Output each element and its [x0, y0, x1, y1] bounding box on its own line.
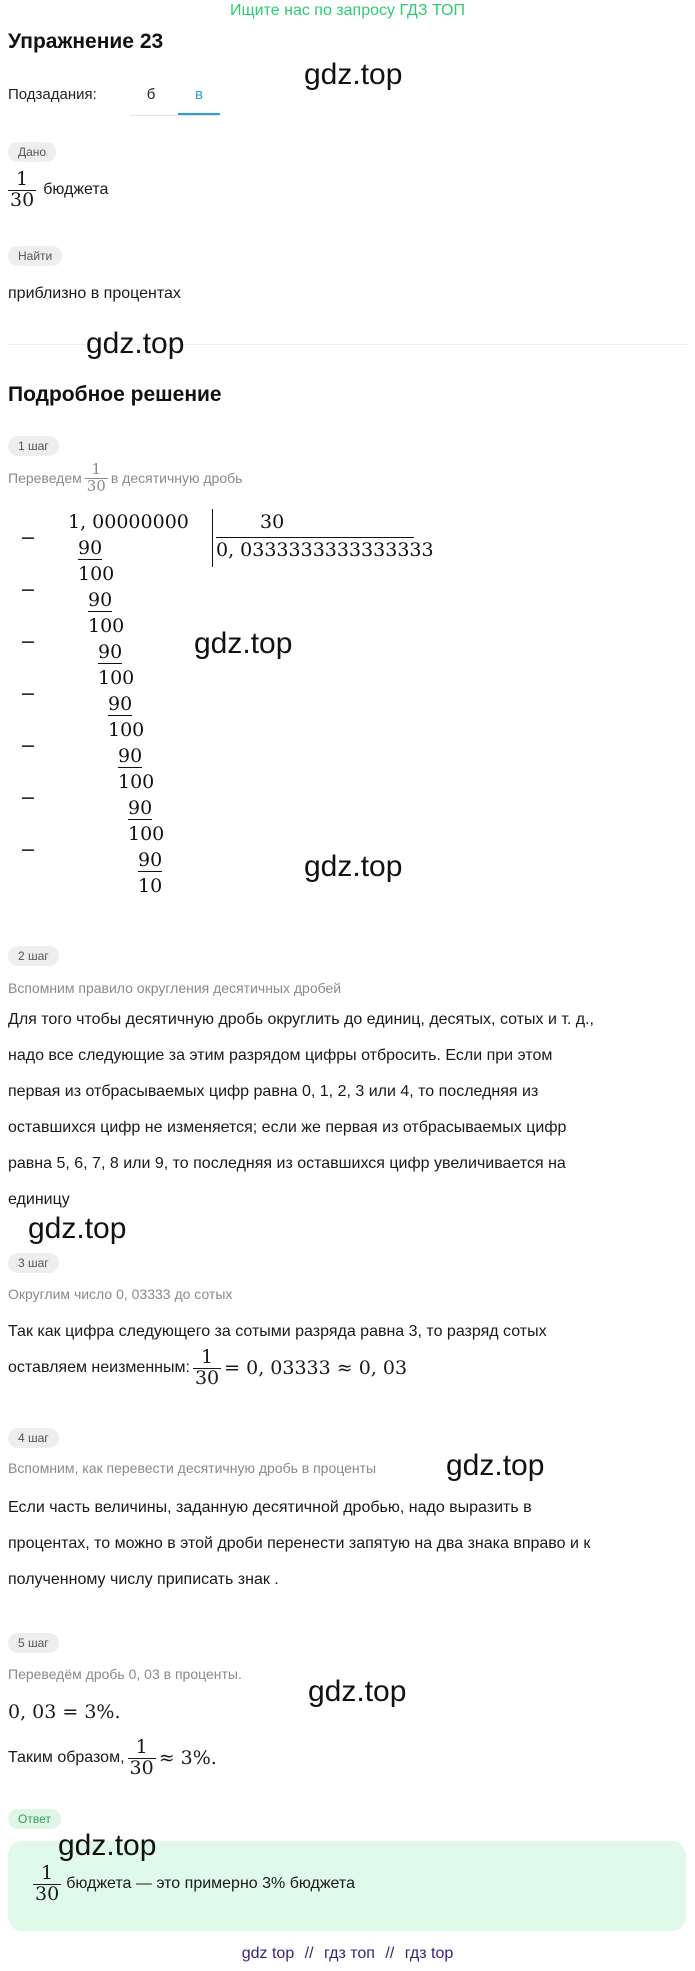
top-banner: Ищите нас по запросу ГДЗ ТОП: [230, 2, 465, 19]
footer-link[interactable]: гдз топ: [324, 1945, 375, 1962]
given-fraction: $\frac{1}{30}$: [10, 168, 35, 211]
step2-caption: Вспомним правило округления десятичных дробей: [8, 980, 342, 996]
minus-sign: −: [20, 579, 36, 601]
step1-caption: Переведем $\frac{1}{30}$ в десятичную дробь: [8, 460, 243, 495]
solution-title: Подробное решение: [8, 383, 222, 406]
watermark: gdz.top: [304, 58, 403, 91]
find-badge: Найти: [8, 246, 62, 266]
rule-line: Для того чтобы десятичную дробь округлить до единиц, десятых, сотых и т. д.,: [8, 1011, 594, 1028]
subtrahend: 90: [128, 797, 153, 819]
step2-rule: [8, 1002, 594, 1218]
answer-text: бюджета — это примерно 3% бюджета: [66, 1875, 355, 1893]
remainder: 100: [118, 771, 155, 793]
remainder: 100: [98, 667, 135, 689]
long-division: [0, 505, 695, 905]
step5-equation: 0, 03 = 3%.: [8, 1701, 121, 1723]
given-line: [8, 170, 108, 211]
tabs-divider: [130, 115, 220, 116]
watermark: gdz.top: [194, 627, 293, 660]
footer-link[interactable]: гдз top: [404, 1945, 454, 1962]
step3-expression: = 0, 03333 ≈ 0, 03: [224, 1357, 408, 1380]
minus-sign: −: [20, 735, 36, 757]
step3-line1: Так как цифра следующего за сотыми разряда равна 3, то разряд сотых: [8, 1323, 547, 1340]
answer-fraction: $\frac{1}{30}$: [35, 1862, 60, 1905]
division-bar: [212, 509, 213, 567]
subtrahend: 90: [78, 537, 103, 559]
watermark: gdz.top: [28, 1212, 127, 1245]
step3-fraction: $\frac{1}{30}$: [194, 1346, 220, 1389]
subtrahend: 90: [118, 745, 143, 767]
subtrahend: 90: [88, 589, 113, 611]
watermark: gdz.top: [446, 1449, 545, 1482]
dividend: 1, 00000000: [68, 511, 189, 533]
active-tab-indicator: [178, 113, 220, 115]
answer-line: [30, 1864, 355, 1905]
minus-sign: −: [20, 631, 36, 653]
divisor: 30: [260, 511, 285, 533]
step3-badge: 3 шаг: [8, 1253, 59, 1273]
subtrahend: 90: [138, 849, 163, 871]
tab-subtask-v[interactable]: в: [195, 86, 203, 103]
minus-sign: −: [20, 787, 36, 809]
remainder: 100: [128, 823, 165, 845]
step4-caption: Вспомним, как перевести десятичную дробь в проценты: [8, 1460, 377, 1476]
rule-line: первая из отбрасываемых цифр равна 0, 1, 2, 3 или 4, то последняя из: [8, 1083, 539, 1100]
rule-line: оставшихся цифр не изменяется; если же первая из отбрасываемых цифр: [8, 1119, 567, 1136]
rule-line: равна 5, 6, 7, 8 или 9, то последняя из оставшихся цифр увеличивается на: [8, 1155, 566, 1172]
step4-rule: [8, 1490, 590, 1598]
step5-fraction: $\frac{1}{30}$: [129, 1736, 154, 1779]
remainder: 100: [88, 615, 125, 637]
tab-subtask-b[interactable]: б: [146, 86, 156, 103]
subtrahend: 90: [108, 693, 133, 715]
rule-line: надо все следующие за этим разрядом цифры отбросить. Если при этом: [8, 1047, 553, 1064]
minus-sign: −: [20, 527, 36, 549]
step3-line2: оставляем неизменным: $\frac{1}{30}$ = 0, 03333 ≈ 0, 03: [8, 1346, 408, 1389]
rule-line: Если часть величины, заданную десятичной дробью, надо выразить в: [8, 1499, 532, 1516]
minus-sign: −: [20, 839, 36, 861]
step2-badge: 2 шаг: [8, 946, 59, 966]
step5-conclusion: Таким образом, $\frac{1}{30}$ ≈ 3%.: [8, 1736, 217, 1779]
step5-conclusion-expression: ≈ 3%.: [158, 1747, 217, 1770]
rule-line: единицу: [8, 1191, 70, 1208]
watermark: gdz.top: [308, 1675, 407, 1708]
remainder: 100: [78, 563, 115, 585]
subtasks-label: Подзадания:: [8, 86, 97, 103]
footer-separator: //: [385, 1945, 395, 1962]
minus-sign: −: [20, 683, 36, 705]
step3-caption: Округлим число 0, 03333 до сотых: [8, 1286, 233, 1302]
step5-caption: Переведём дробь 0, 03 в проценты.: [8, 1666, 242, 1682]
answer-badge: Ответ: [8, 1809, 61, 1829]
given-text: бюджета: [43, 181, 109, 199]
remainder: 10: [138, 875, 163, 897]
footer-link[interactable]: gdz top: [241, 1945, 295, 1962]
given-badge: Дано: [8, 142, 56, 162]
footer-links: [0, 1945, 695, 1963]
watermark: gdz.top: [58, 1829, 157, 1862]
find-text: приблизно в процентах: [8, 285, 181, 302]
step4-badge: 4 шаг: [8, 1428, 59, 1448]
footer-separator: //: [304, 1945, 314, 1962]
rule-line: процентах, то можно в этой дроби перенести запятую на два знака вправо и к: [8, 1535, 591, 1552]
step5-badge: 5 шаг: [8, 1633, 59, 1653]
page-title: Упражнение 23: [8, 30, 164, 53]
quotient-line: [216, 537, 414, 538]
remainder: 100: [108, 719, 145, 741]
watermark: gdz.top: [86, 327, 185, 360]
watermark: gdz.top: [304, 850, 403, 883]
quotient: 0, 0333333333333333: [216, 539, 434, 561]
step1-fraction: $\frac{1}{30}$: [86, 460, 106, 495]
step1-badge: 1 шаг: [8, 436, 59, 456]
subtrahend: 90: [98, 641, 123, 663]
rule-line: полученному числу приписать знак .: [8, 1571, 279, 1588]
